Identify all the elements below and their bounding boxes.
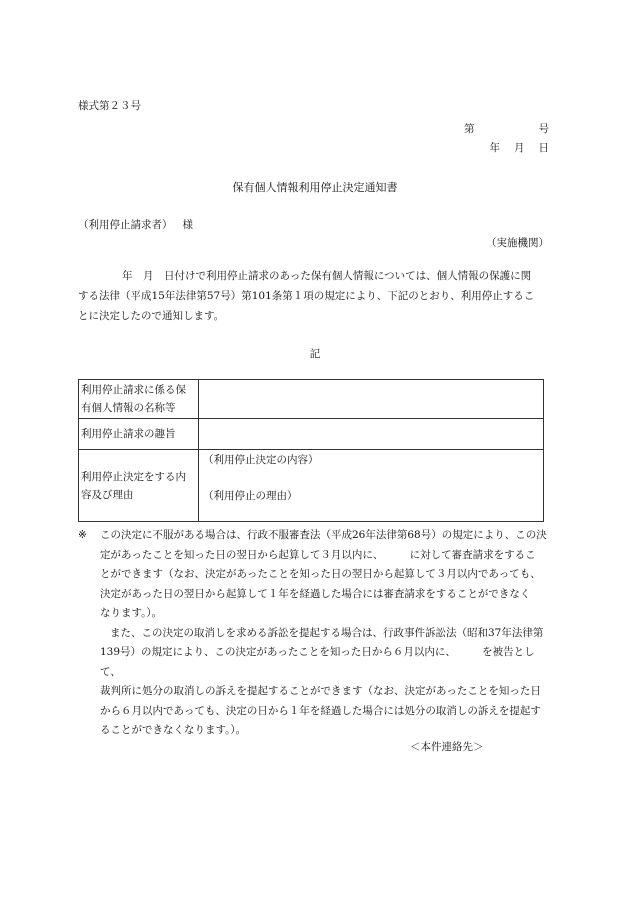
note-line: この決定に不服がある場合は、行政不服審査法（平成26年法律第68号）の規定により、この決 [100,529,547,541]
row1-value [199,380,544,419]
addressee [78,217,193,232]
document-number-line [464,121,549,136]
row2-value [199,419,544,450]
note-mark: ※ [78,529,87,541]
row3-value [199,450,544,522]
note-line: 139号）の規定により、この決定があったことを知った日から６月以内に、 を被告として、 [100,646,535,678]
notice-body [78,266,552,326]
date-month: 月 [514,142,525,154]
note-line: 決定があった日の翌日から起算して１年を経過した場合には審査請求をすることができなく [100,587,531,600]
ki-heading: 記 [309,348,321,360]
body-line-3: とに決定したので通知します。 [78,310,225,322]
row1-label: 利用停止請求に係る保 有個人情報の名称等 [79,380,199,419]
document-title: 保有個人情報利用停止決定通知書 [232,181,398,194]
addressee-honorific: 様 [182,219,193,231]
issuing-agency: （実施機関） [486,237,549,249]
table-row [79,419,544,450]
row2-label: 利用停止請求の趣旨 [79,419,199,450]
appeal-note [78,526,552,741]
number-prefix: 第 [464,123,475,135]
date-line [476,140,550,155]
date-day: 日 [538,142,549,154]
number-suffix: 号 [538,123,549,135]
contact-heading: ＜本件連絡先＞ [410,741,484,753]
note-line: なります。）。 [100,607,163,619]
decision-content-label: （利用停止決定の内容） [203,454,319,466]
date-year: 年 [489,142,500,154]
note-line: 定があったことを知った日の翌日から起算して３月以内に、 に対して審査請求をするこ [100,548,536,561]
table-row [79,450,544,522]
row3-label: 利用停止決定をする内 容及び理由 [79,450,199,522]
table-row [79,380,544,419]
note-line: とができます（なお、決定があったことを知った日の翌日から起算して３月以内であっても、 [100,568,541,580]
form-number: 様式第２３号 [78,100,141,112]
body-line-1: 年 月 日付けで利用停止請求のあった保有個人情報については、個人情報の保護に関 [122,270,532,282]
note-line: また、この決定の取消しを求める訴訟を提起する場合は、行政事件訴訟法（昭和37年法律第 [110,626,544,639]
note-line: から６月以内であっても、決定の日から１年を経過した場合には処分の取消しの訴えを提起す [100,704,541,717]
decision-reason-label: （利用停止の理由） [203,490,298,502]
note-line: 裁判所に処分の取消しの訴えを提起することができます（なお、決定があったことを知った日 [100,685,541,697]
addressee-name: （利用停止請求者） [78,219,173,231]
note-line: ることができなくなります。）。 [100,724,247,736]
details-table [78,379,544,522]
body-line-2: する法律（平成15年法律第57号）第101条第１項の規定により、下記のとおり、利用停止するこ [78,290,535,302]
